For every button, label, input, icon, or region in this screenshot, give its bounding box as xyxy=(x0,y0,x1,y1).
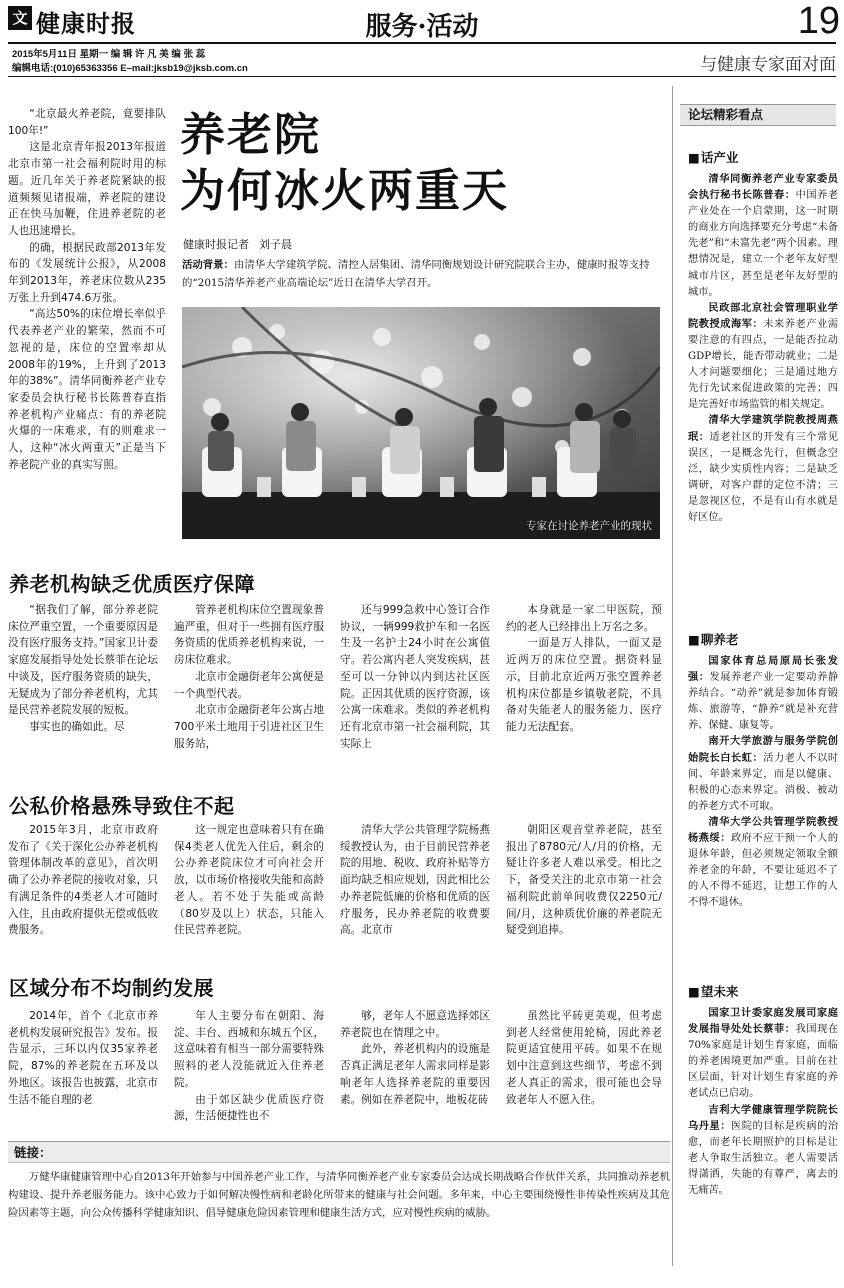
section-3-col-1 xyxy=(8,1008,158,1132)
link-text: 万健华康健康管理中心自2013年开始参与中国养老产业工作，与清华同衡养老产业专家委员会达成长期战略合作伙伴关系，共同推动养老机构建设、提升养老服务能力。该中心致力于如何解决慢性病和老龄化所带来的健康与社会问题。多年来，中心主要围绕慢性非传染性疾病及其危险因素等主题，向公众传播科学健康知识、倡导健康危险因素管理和健康生活方式，应对慢性疾病的威胁。 xyxy=(8,1171,670,1219)
speaker-quote: 政府不应干预一个人的退休年龄，但必须规定领取全额养老金的年龄，不要让延迟不了的人不得不延迟，让想工作的人不得不退休。 xyxy=(688,833,838,909)
column-divider xyxy=(672,86,673,1266)
section-1-text: 管养老机构床位空置现象普遍严重，但对于一些拥有医疗服务资质的优质养老机构来说，一房床位难求。 xyxy=(174,604,324,667)
speaker-name: 民政部北京社会管理职业学院教授成海军： xyxy=(688,302,838,330)
masthead-rule xyxy=(8,42,836,44)
background-label: 活动背景： xyxy=(182,259,234,271)
section-1-text: 北京市金融街老年公寓便是一个典型代表。 xyxy=(174,670,324,700)
section-2-text: 朝阳区观音堂养老院，甚至报出了8780元/人/月的价格，无疑让许多老人难以承受。相比之下，备受关注的北京市第一社会福利院此前单间收费仅2250元/间/月，这种质优价廉的养老院无疑受到追捧。 xyxy=(506,824,662,937)
lead-paragraph: 这是北京青年报2013年报道北京市第一社会福利院时用的标题。近几年关于养老院紧缺的报道频频见诸报端，养老院的建设正在快马加鞭，住进养老院的老人也迅速增长。 xyxy=(8,141,166,237)
section-1-text: “据我们了解，部分养老院床位严重空置，一个重要原因是没有医疗服务支持。”国家卫计委家庭发展指导处处长蔡菲在论坛中谈及，医疗服务资质的缺失，无疑成为了部分养老机构，尤其是民营养老院发展的短板。 xyxy=(8,604,158,717)
sidebar-block-elderly-care xyxy=(688,654,838,976)
section-1-text: 事实也的确如此。尽 xyxy=(29,720,125,733)
newspaper-logo-icon: 文 xyxy=(8,6,32,30)
sidebar-entry xyxy=(688,172,838,301)
section-1-text: 本身就是一家二甲医院，预约的老人已经排出上万名之多。 xyxy=(506,604,662,633)
section-2-col-3 xyxy=(340,822,490,970)
sidebar-category-elderly-care: ■ 聊养老 xyxy=(688,630,738,648)
lead-paragraph: 的确，根据民政部2013年发布的《发展统计公报》，从2008年到2013年，养老床位数从235万张上升到474.6万张。 xyxy=(8,241,166,304)
section-1-col-3 xyxy=(340,602,490,780)
section-1-col-1 xyxy=(8,602,158,780)
sidebar-category-future: ■ 望未来 xyxy=(688,982,738,1000)
speaker-name: 吉利大学健康管理学院院长乌丹星： xyxy=(688,1104,838,1132)
date-editor-line: 2015年5月11日 星期一 编 辑 许 凡 美 编 张 蕊 xyxy=(12,49,206,60)
section-title: 服务·活动 xyxy=(365,12,479,42)
sidebar-entry xyxy=(688,1006,838,1103)
photo-caption: 专家在讨论养老产业的现状 xyxy=(526,520,652,532)
speaker-quote: 医院的目标是疾病的治愈，而老年长期照护的目标是让老人争取生活独立。老人需要活得潇洒，失能的有尊严，离去的无痛苦。 xyxy=(688,1120,838,1197)
event-background xyxy=(182,257,660,292)
sidebar-entry xyxy=(688,1103,838,1200)
byline-label: 健康时报记者 xyxy=(183,238,249,251)
link-label: 链接： xyxy=(8,1141,670,1163)
section-3-col-2 xyxy=(174,1008,324,1132)
lead-column xyxy=(8,106,166,556)
page-number: 19 xyxy=(797,0,840,42)
section-1-col-2 xyxy=(174,602,324,780)
speaker-quote: 中国养老产业处在一个启蒙期，这一时期的商业方向选择要充分考虑“未备先老”和“未富先老”两个因素。理想情况是，建立一个老年友好型城市片区，甚至是老年友好型的城市。 xyxy=(688,190,838,298)
background-text: 由清华大学建筑学院、清控人居集团、清华同衡规划设计研究院联合主办，健康时报等支持的“2015清华养老产业高端论坛”近日在清华大学召开。 xyxy=(182,259,650,289)
section-3-col-4 xyxy=(506,1008,662,1132)
section-2-col-1 xyxy=(8,822,158,970)
sidebar-block-future xyxy=(688,1006,838,1274)
speaker-quote: 活力老人不以时间、年龄来界定，而是以健康、积极的心态来界定。消极、被动的养老方式不可取。 xyxy=(688,752,838,812)
masthead-rule-bottom xyxy=(8,76,836,77)
section-3-col-3 xyxy=(340,1008,490,1132)
section-3-title: 区域分布不均制约发展 xyxy=(9,976,214,1000)
lead-paragraph: “高达50%的床位增长率似乎代表养老产业的繁荣，然而不可忽视的是，床位的空置率却从2008年的19%，上升到了2013年的38%”。清华同衡养老产业专家委员会执行秘书长陈普春直指养老机构产业痛点：有的养老院火爆的一床难求，有的则难求一人，这种“冰火两重天”正是当下养老院产业的真实写照。 xyxy=(8,308,166,471)
section-2-col-2 xyxy=(174,822,324,970)
speaker-name: 清华大学建筑学院教授周燕珉： xyxy=(688,415,838,443)
speaker-quote: 我国现在70%家庭是计划生育家庭，面临的养老困境更加严重。目前在社区层面，针对计划生育家庭的养老试点已启动。 xyxy=(688,1024,838,1100)
sidebar-entry xyxy=(688,815,838,912)
speaker-quote: 适老社区的开发有三个常见误区，一是概念先行，但概念空泛，缺少实质性内容；二是缺乏调研，对客户群的定位不清；三是忽视区位，不是有山有水就是好区位。 xyxy=(688,431,838,523)
sidebar-category-industry: ■ 话产业 xyxy=(688,148,738,166)
sidebar-entry xyxy=(688,301,838,414)
section-2-text: 这一规定也意味着只有在确保4类老人优先入住后，剩余的公办养老院床位才可向社会开放，以市场价格接收失能和高龄老人。若不处于失能或高龄（80岁及以上）状态，只能入住民营养老院。 xyxy=(174,824,324,937)
section-1-text: 北京市金融街老年公寓占地700平米土地用于引进社区卫生服务站， xyxy=(174,704,324,750)
sidebar-header: 论坛精彩看点 xyxy=(680,104,836,126)
sidebar-entry xyxy=(688,413,838,526)
headline-line-2: 为何冰火两重天 xyxy=(180,164,510,217)
byline-author: 刘子晨 xyxy=(259,238,292,251)
section-2-text: 清华大学公共管理学院杨燕绥教授认为，由于目前民营养老院的用地、税收、政府补贴等方面均缺乏相应规划，因此相比公办养老院低廉的价格和优质的医疗服务，民办养老院的收费要高。北京市 xyxy=(340,824,490,937)
section-3-text: 年人主要分布在朝阳、海淀、丰台、西城和东城五个区，这意味着有相当一部分需要特殊照料的老人没能就近入住养老院。 xyxy=(174,1010,324,1089)
speaker-name: 清华大学公共管理学院教授杨燕绥： xyxy=(688,816,838,845)
speaker-name: 清华同衡养老产业专家委员会执行秘书长陈普春： xyxy=(688,174,838,202)
headline-line-1: 养老院 xyxy=(180,108,322,161)
section-3-text: 此外，养老机构内的设施是否真正满足老年人需求同样是影响老年人选择养老院的重要因素。例如在养老院中，地板花砖 xyxy=(340,1043,490,1106)
forum-photo-image xyxy=(182,307,660,539)
link-body xyxy=(8,1168,670,1222)
section-1-text: 还与999急救中心签订合作协议，一辆999救护车和一名医生及一名护士24小时在公寓值守。若公寓内老人突发疾病，甚至可以一分钟以内到达社区医院。正因其优质的医疗资源，该公寓一床难求。类似的养老机构还有北京市第一社会福利院，其实际上 xyxy=(340,604,490,750)
section-1-title: 养老机构缺乏优质医疗保障 xyxy=(9,572,255,596)
column-motto: 与健康专家面对面 xyxy=(700,55,836,74)
byline xyxy=(183,236,292,252)
section-3-text: 由于郊区缺少优质医疗资源，生活便捷性也不 xyxy=(174,1093,324,1123)
contact-line: 编辑电话:(010)65363356 E–mail:jksb19@jksb.com.cn xyxy=(12,63,248,74)
section-2-text: 2015年3月，北京市政府发布了《关于深化公办养老机构管理体制改革的意见》，首次明确了公办养老院的接收对象，只有满足条件的4类老人才可随时入住，且由政府提供无偿或低收费服务。 xyxy=(8,824,158,937)
section-2-title: 公私价格悬殊导致住不起 xyxy=(9,794,235,818)
speaker-name: 国家体育总局原局长张发强： xyxy=(688,656,838,684)
forum-photo xyxy=(182,307,660,539)
speaker-quote: 发展养老产业一定要动养静养结合。“动养”就是参加体育锻炼、旅游等，“静养”就是补充营养、保健、康复等。 xyxy=(688,672,838,732)
speaker-name: 国家卫计委家庭发展司家庭发展指导处处长蔡菲： xyxy=(688,1008,838,1036)
section-3-text: 虽然比平砖更美观，但考虑到老人经常使用轮椅，因此养老院更适宜使用平砖。如果不在规划中注意到这些细节，考虑不到老人真正的需求，很可能也会导致老年人不愿入住。 xyxy=(506,1010,662,1106)
lead-paragraph: “北京最火养老院，竟要排队100年!” xyxy=(8,108,166,137)
sidebar-entry xyxy=(688,654,838,734)
section-1-col-4 xyxy=(506,602,662,780)
sidebar-entry xyxy=(688,734,838,814)
section-2-col-4 xyxy=(506,822,662,970)
section-3-text: 够，老年人不愿意选择郊区养老院也在情理之中。 xyxy=(340,1010,490,1039)
newspaper-name: 健康时报 xyxy=(36,9,136,38)
sidebar-block-industry xyxy=(688,172,838,624)
speaker-quote: 未来养老产业需要注意的有四点，一是能否拉动GDP增长，能否带动就业；二是人才问题要细化；三是通过地方先行先试来促进政策的完善；四是完善好市场监管的相关规定。 xyxy=(688,318,838,411)
speaker-name: 南开大学旅游与服务学院创始院长白长虹： xyxy=(688,736,838,764)
section-3-text: 2014年，首个《北京市养老机构发展研究报告》发布。报告显示，三环以内仅35家养老院，87%的养老院在五环及以外地区。该报告也披露，北京市生活不能自理的老 xyxy=(8,1010,158,1106)
section-1-text: 一面是万人排队，一面又是近两万的床位空置。据资料显示，目前北京近两万张空置养老机构床位都是乡镇敬老院，不具备对失能老人的服务能力、医疗能力无法配套。 xyxy=(506,637,662,733)
